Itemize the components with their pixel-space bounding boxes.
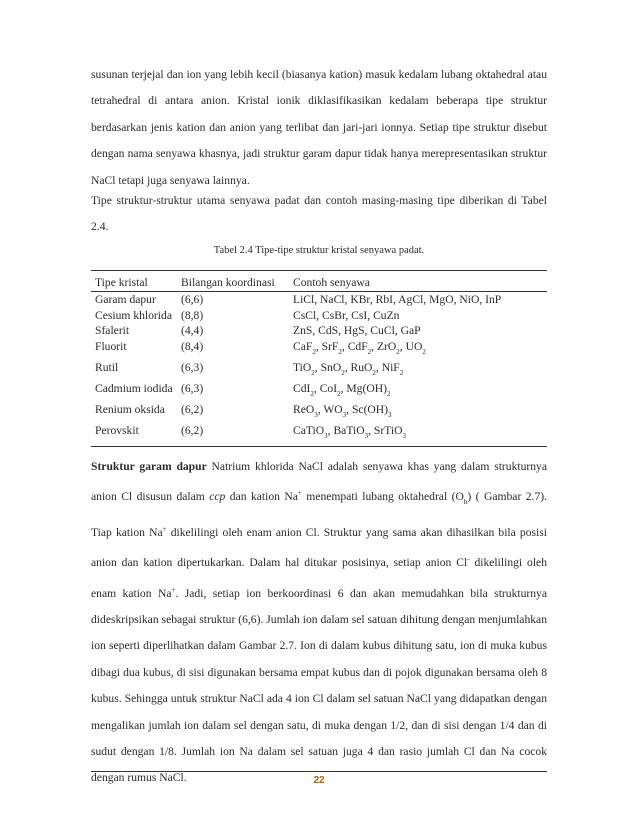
examples-cell: CsCl, CsBr, CsI, CuZn	[293, 308, 400, 322]
structure-type-table	[91, 270, 547, 447]
table-row	[91, 423, 547, 447]
header-crystal-type: Tipe kristal	[91, 271, 177, 292]
coordination-cell: (6,3)	[181, 360, 204, 374]
crystal-type-cell: Cesium khlorida	[95, 308, 172, 322]
coordination-cell: (4,4)	[181, 324, 204, 337]
table-header-row	[91, 271, 547, 292]
crystal-type-cell: Cadmium iodida	[95, 381, 173, 395]
section-heading: Struktur garam dapur	[91, 460, 207, 473]
footer-divider	[91, 771, 547, 772]
examples-cell: CaTiO$_3$, BaTiO$_3$, SrTiO$_3$	[289, 423, 547, 447]
examples-cell: ZnS, CdS, HgS, CuCl, GaP	[293, 324, 421, 337]
crystal-type-cell: Sfalerit	[95, 324, 130, 337]
crystal-type-cell: Fluorit	[95, 339, 127, 353]
coordination-cell: (6,2)	[181, 402, 204, 416]
examples-cell: CdI$_2$, CoI$_2$, $Mg(OH)_2$	[293, 381, 391, 398]
table-row	[91, 402, 547, 423]
table-caption: Tabel 2.4 Tipe-tipe struktur kristal senyawa padat.	[213, 245, 425, 256]
crystal-type-cell: Rutil	[95, 360, 119, 374]
table-row	[91, 323, 547, 339]
paragraph-table-reference: Tipe struktur-struktur utama senyawa padat dan contoh masing-masing tipe diberikan di Tabel 2.4.	[91, 194, 547, 234]
paragraph-rock-salt-structure: Struktur garam dapur Natrium khlorida NaCl adalah senyawa khas yang dalam strukturnya anion Cl disusun dalam ccp dan kation Na+ menempati lubang oktahedral $(O_h)$ ( Gambar 2.7). Tiap kation Na+ dikelilingi oleh enam anion Cl. Struktur yang sama akan dihasilkan bila posisi anion dan kation dipertukarkan. Dalam hal ditukar posisinya, setiap anion Cl- dikelilingi oleh enam kation Na+. Jadi, setiap ion berkoordinasi 6 dan akan memudahkan bila strukturnya dideskripsikan sebagai struktur (6,6). Jumlah ion dalam sel satuan dihitung dengan menjumlahkan ion seperti diperlihatkan dalam Gambar 2.7. Ion di dalam kubus dihitung satu, ion di muka kubus dibagi dua kubus, di sisi digunakan bersama empat kubus dan di pojok digunakan bersama oleh 8 kubus. Sehingga untuk struktur NaCl ada 4 ion Cl dalam sel satuan NaCl yang didapatkan dengan mengalikan jumlah ion dalam sel dengan satu, di muka dengan 1/2, dan di sisi dengan 1/4 dan di sudut dengan 1/8. Jumlah ion Na dalam sel satuan juga 4 dan rasio jumlah Cl dan Na cocok dengan rumus NaCl.	[91, 460, 548, 785]
table-row	[91, 339, 547, 360]
crystal-type-cell: Perovskit	[91, 423, 177, 447]
coordination-cell: (8,8)	[181, 308, 204, 322]
examples-cell: TiO$_2$, SnO$_2$, RuO$_2$, NiF$_2$	[293, 360, 404, 377]
examples-cell: ReO$_3$, $WO_3$, $Sc(OH)_3$	[293, 402, 392, 419]
page-number: 22	[313, 775, 325, 786]
coordination-cell: (6,2)	[177, 423, 289, 447]
header-coordination-number: Bilangan koordinasi	[177, 271, 289, 292]
coordination-cell: (6,3)	[181, 381, 204, 395]
header-example-compounds: Contoh senyawa	[289, 271, 547, 292]
crystal-type-cell: Renium oksida	[95, 402, 165, 416]
table-row	[91, 292, 547, 308]
examples-cell: LiCl, NaCl, KBr, RbI, AgCl, MgO, NiO, InP	[293, 293, 502, 306]
table-row	[91, 381, 547, 402]
crystal-type-cell: Garam dapur	[95, 293, 156, 306]
coordination-cell: (8,4)	[181, 339, 204, 353]
examples-cell: CaF$_2$, SrF$_2$, CdF$_2$, ZrO$_2$, $UO_2$	[293, 339, 426, 356]
table-row	[91, 308, 547, 324]
table-row	[91, 360, 547, 381]
coordination-cell: (6,6)	[181, 293, 204, 306]
paragraph-intro: susunan terjejal dan ion yang lebih kecil (biasanya kation) masuk kedalam lubang oktahedral atau tetrahedral di antara anion. Kristal ionik diklasifikasikan kedalam beberapa tipe struktur berdasarkan jenis kation dan anion yang terlibat dan jari-jari ionnya. Setiap tipe struktur disebut dengan nama senyawa khasnya, jadi struktur garam dapur tidak hanya merepresentasikan struktur NaCl tetapi juga senyawa lainnya.	[91, 68, 547, 187]
